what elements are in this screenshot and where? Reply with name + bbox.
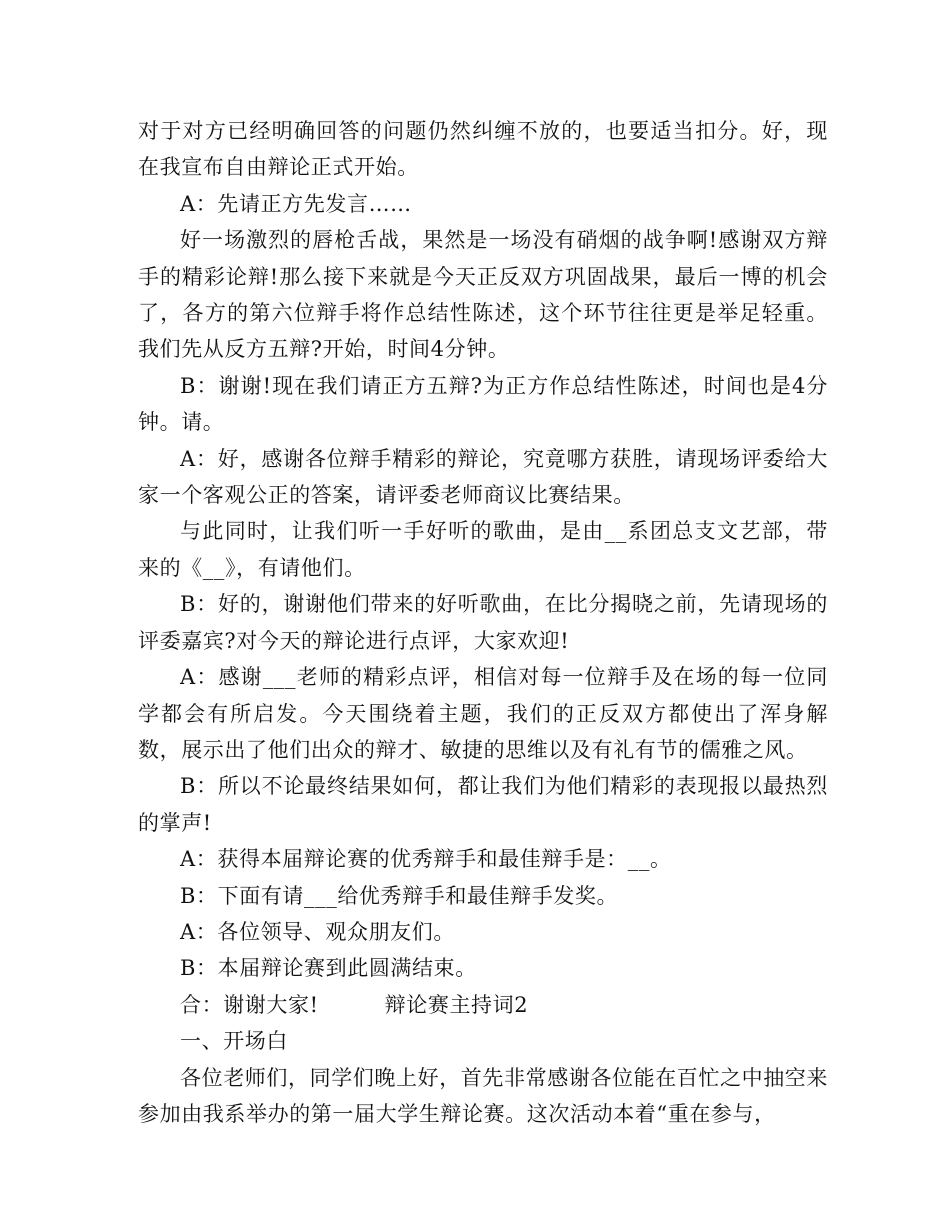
paragraph-host-a-winners: A：获得本届辩论赛的优秀辩手和最佳辩手是：__。 bbox=[180, 847, 672, 872]
paragraph-opening: 各位老师们，同学们晚上好，首先非常感谢各位能在百忙之中抽空来参加由我系举办的第一届大学生辩论赛。这次活动本着“重在参与， bbox=[138, 1065, 828, 1126]
paragraph-host-b-awards: B：下面有请___给优秀辩手和最佳辩手发奖。 bbox=[180, 883, 619, 908]
paragraph-host-b-applause: B：所以不论最终结果如何，都让我们为他们精彩的表现报以最热烈的掌声! bbox=[138, 774, 828, 835]
paragraph-host-a-thanks: A：感谢___老师的精彩点评，相信对每一位辩手及在场的每一位同学都会有所启发。今天围绕着主题，我们的正反双方都使出了浑身解数，展示出了他们出众的辩才、敏捷的思维以及有礼有节的儒雅之风。 bbox=[138, 665, 828, 762]
section-heading: 一、开场白 bbox=[180, 1029, 288, 1054]
closing-line bbox=[138, 987, 828, 1023]
paragraph-song-intro: 与此同时，让我们听一手好听的歌曲，是由__系团总支文艺部，带来的《__》，有请他们。 bbox=[138, 519, 828, 580]
paragraph-host-a-start: A：先请正方先发言…… bbox=[180, 191, 412, 216]
paragraph-host-a-audience: A：各位领导、观众朋友们。 bbox=[180, 919, 455, 944]
next-document-title: 辩论赛主持词2 bbox=[384, 992, 529, 1017]
paragraph-host-b-end: B：本届辩论赛到此圆满结束。 bbox=[180, 956, 477, 981]
paragraph-summary-intro: 好一场激烈的唇枪舌战，果然是一场没有硝烟的战争啊!感谢双方辩手的精彩论辩!那么接下来就是今天正反双方巩固战果，最后一博的机会了，各方的第六位辩手将作总结性陈述，这个环节往往更是举足轻重。我们先从反方五辩?开始，时间4分钟。 bbox=[138, 228, 828, 362]
paragraph-host-b-summary: B：谢谢!现在我们请正方五辩?为正方作总结性陈述，时间也是4分钟。请。 bbox=[138, 373, 828, 435]
paragraph-rules-end: 对于对方已经明确回答的问题仍然纠缠不放的，也要适当扣分。好，现在我宣布自由辩论正式开始。 bbox=[138, 119, 828, 180]
paragraph-host-a-judges: A：好，感谢各位辩手精彩的辩论，究竟哪方获胜，请现场评委给大家一个客观公正的答案，请评委老师商议比赛结果。 bbox=[138, 446, 828, 508]
document-body bbox=[138, 113, 828, 1132]
closing-thanks: 合：谢谢大家! bbox=[180, 992, 319, 1017]
paragraph-host-b-review: B：好的，谢谢他们带来的好听歌曲，在比分揭晓之前，先请现场的评委嘉宾?对今天的辩论进行点评，大家欢迎! bbox=[138, 592, 828, 653]
